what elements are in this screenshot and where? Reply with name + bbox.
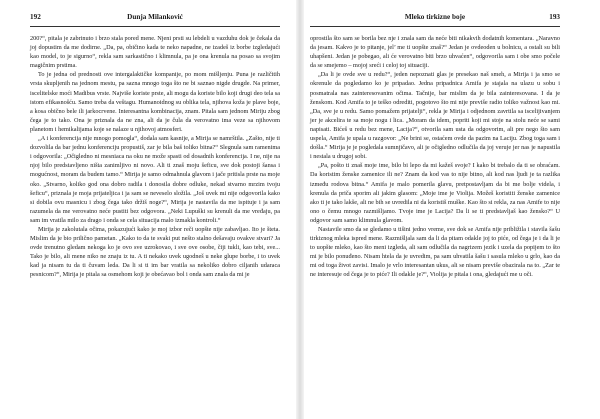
paragraph: „Da li je ovde sve u redu?“, jeden nepoznati glas je presekao naš smeh, a Mirija i ja smo se okrenule da pogledamo ko je pripadao. Jedna pripadnica Amifa je stajala na ulazu u sobu i posmatrala nas zainteresovanim očima. Tačnije, bar mislim da je bila zainteresovana. I da je ženskom. Kod Amifa to je teško odrediti, pogotovo što mi nije previše radio toliko važnost kao mi. „Da, sve je u redu. Samo pomažem prijatelji“, rekla je Mirija i odjednom zavrtila sa iscelijivanjem jer je akcelira te sa moje nogu i lica. „Moram da idem, popriti koji mi stoje na stolu neće se sami napisati. Bićeš u redu bez mene, Lacija?“, otvorila sam usta da odgovorim, ali pre nego što sam uspela, Amifa je upala u razgovor: „Ne brini se, ostaćem ovde da pazim na Laciju. Zbog toga sam i došla.“ Mirija je je pogledala sumnjičavo, ali je očigledno odlučila da joj veruje jer nas je napustila i nestala u drugoj sobi. [310, 71, 560, 161]
right-page-body [310, 34, 560, 280]
left-page-header [30, 10, 280, 27]
paragraph: Mirija je zakolutala očima, pokazujući kako je moj izbor reči uopšte nije zabavljao. Ito je šteta. Mislim da je bio prilično pametan. „Kako to da te svaki put nešto stalno dešavaju ovakve stvari? Ja ovde trenutno gledam nekoga ko je ovo sve uzrokovao, i sve ove osobe, čiji tukli, kao tebi, sve... Tako je bilo, ali mene niko ne znaju iz tu. A ti nekako uvek ugodneš u neke glupe borbe, i to uvek kad ja nisam tu da ti čuvam leda. Da li si ti im bar vratila sa nekoliko dobro ciljanih udaraca pesnicom?“, Mirija je pitala sa osmehom koji je obećavao bol i onda sam znala da mi je [30, 225, 280, 279]
paragraph: To je jedna od prednosti ove intergalaktičke kompanije, po mom mišljenju. Puna je različitih vrsta skupljenih na jednom mestu, pa sazna mnogo toga što ne bi saznao nigde drugde. Na primer, iscelitelske moći Madibus vrste. Najviše koriste prste, ali mogu da koriste bilo koji drugi deo tela sa istom efikasnošću. Samo treba da veštagu. Humanoidnog su oblika tela, njihova koža je plave boje, a kosa obično bele ili jarkocrvene. Interesantna kombinacija, znam. Pitala sam jednom Miriju zbog čega je to tako. Ona je priznala da ne zna, ali da je čula da verovatno ima veze sa njihovom planetom i hemikalijama koje se nalaze u njihovoj atmosferi. [30, 71, 280, 133]
right-running-head: Mleko tirkizne boje [404, 13, 466, 21]
book-gutter [296, 0, 304, 419]
right-page-header [310, 10, 560, 27]
paragraph: „Pa, pošto ti znaš moje ime, bilo bi lepo da mi kažeš svoje? I kako bi trebalo da ti se obraćam. Da koristim ženske zamenice ili ne? Znam da kod vas to nije bitno, ali kod nas ljudi je ta razlika između rodova bitna.“ Amifa je malo pomerila glavu, pretpostavljam da bi me bolje videla, i krenula da priča sporim ali jakim glasom: „Moje ime je Violija. Možeš koristiti ženske zamenice ako ti je tako lakše, ali ne bih se uvredila ni da koristiš muške. Kao što si rekla, za nas Amife to nije ono o čemu mnogo razmišljamo. Tvoje ime je Lacija? Da li se ti predstavljaš kao žensko?“ U odgovor sam samo klimnula glavom. [310, 162, 560, 224]
right-page [310, 0, 560, 419]
right-page-number: 193 [549, 13, 560, 21]
paragraph: „A i konferencija nije mnogo pomogla“, dodala sam kasnije, a Mirija se namrštila. „Zašto, nije ti dozvolila da bar jednu konferenciju propustiš, zar je bila baš toliko bitna?“ Slegnula sam ramenima i odgovorila: „Očigledno ni mesniaca na oku ne može spasti od dosadnih konferencija. I ne, nije na njoj bilo predstavljeno ništa zanimljivo ni novo. Ali ti znaš moju šeficu, sve dok postoji šansa i mogućnost, moram da budem tamo.“ Mirija je samo odmahnula glavom i jače pritisla prste na moje oko. „Stvarno, koliko god ona dobro radila i donosila dobre odluke, nekad stvarno mrzim tvoju šeficu“, priznala je moja prijateljica i ja sam se neveselo složila. „Još uvek mi nije odgovorila kako si dobila ovu masnicu i zbog čega tako držiš noge?“, Mirija je nastavila da me ispituje i ja sam razumela da me verovatno neće pustiti bez odgovora. „Neki Lupuški su krenuli da me vređaju, pa sam im vratila milo za drago i onda se cela situacija malo izmakla kontroli.“ [30, 135, 280, 224]
paragraph: Nastavile smo da se gledamo u tišini jedno vreme, sve dok se Amifa nije približila i stavila šašu tirkiznog mleka ispred mene. Razmišljala sam da li da pitam odakle joj to piće, od čega je i da li je to uopšte mleko, kao što meni izgleda, ali sam odlučila da nagrizem jezik i uzela da popijem to što mi je bilo ponuđeno. Nisam htela da je uvredim, pa sam uhvatila šašu i sasula mleko u grlo, kao da mi od toga život zavisi. Imalo je vrlo interesantan ukus, ali se nisam previše obazirala na to. „Zar te ne interesuje od čega je to piće? Ili odakle je?“, Violija je pitala i ona, gledajući me u oči. [310, 225, 560, 279]
paragraph: oprostila što sam se borila bez nje i znala sam da neće biti nikakvih dodatnih komentara. „Naravno da jesam. Kakvo je to pitanje, jel’ me ti uopšte znaš?“ Jedan je ovdeoden u bolnicu, a ostali su bili uhapšeni. Jedan je pobegao, ali će verovatno biti brzo uhvaćen“, odgovorila sam i obe smo počele da se smejemo – mojoj sreći i celoj toj situaciji. [310, 35, 560, 70]
left-page [30, 0, 280, 419]
paragraph: 200?“, pitala je zabrinuto i brzo stala pored mene. Njeni prsti su lebdeli u vazduhu dok je čekala da joj dopustim da me dodirne. „Da, pa, običino kada te neko napadne, ne izadeš iz borbe izgledajući kao model, to je sigurno“, rekla sam sarkastično i klimnula, pa je ona krenula na posao sa svojim magičnim prstima. [30, 35, 280, 70]
left-running-head: Dunja Milanković [127, 13, 183, 21]
left-page-number: 192 [30, 13, 41, 21]
left-page-body [30, 34, 280, 280]
